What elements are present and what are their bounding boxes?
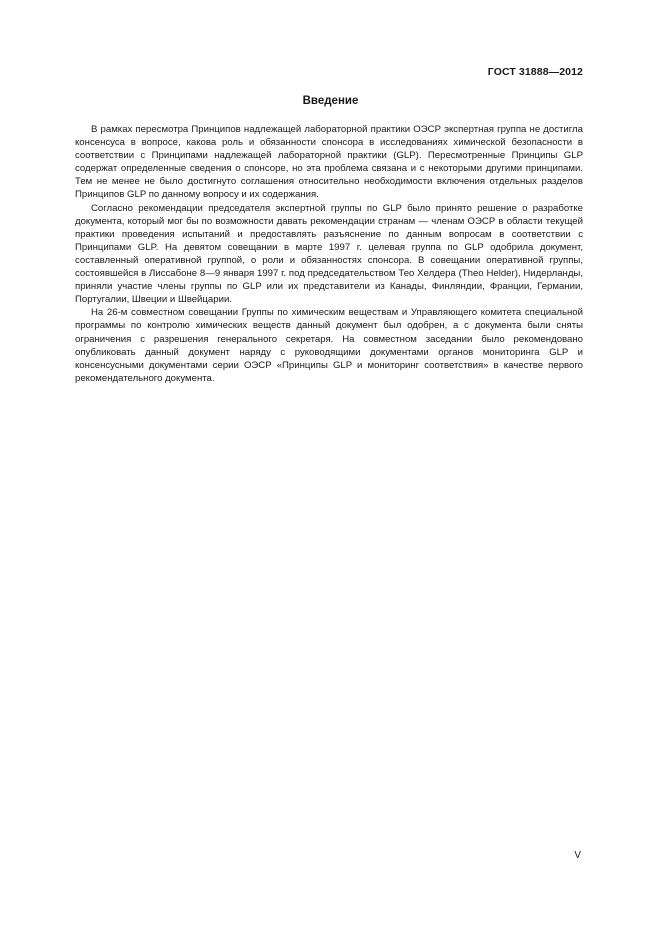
section-title: Введение <box>302 95 359 107</box>
paragraph-1: В рамках пересмотра Принципов надлежащей лабораторной практики ОЭСР экспертная группа не достигла консенсуса в вопросе, какова роль и обязанности спонсора в исследованиях химической безопасности в соответствии с Принципами надлежащей лабораторной практики (GLP). Пересмотренные Принципы GLP содержат определенные сведения о спонсоре, но эта проблема связана и с некоторыми другими принципами. Тем не менее не было достигнуто соглашения относительно необходимости включения отдельных разделов Принципов GLP по данному вопросу и их содержания. <box>75 124 583 201</box>
page-number: V <box>574 850 581 861</box>
paragraph-2: Согласно рекомендации председателя экспертной группы по GLP было принято решение о разработке документа, который мог бы по возможности давать рекомендации странам — членам ОЭСР в области текущей практики проведения испытаний и предоставлять разъяснение по данным вопросам в соответствии с Принципами GLP. На девятом совещании в марте 1997 г. целевая группа по GLP одобрила документ, составленный оперативной группой, о роли и обязанностях спонсора. В совещании оперативной группы, состоявшейся в Лиссабоне 8—9 января 1997 г. под председательством Тео Хелдера (Theo Helder), Нидерланды, приняли участие члены группы по GLP или их представители из Канады, Финляндии, Франции, Германии, Португалии, Швеции и Швейцарии. <box>75 202 583 306</box>
paragraph-3: На 26-м совместном совещании Группы по химическим веществам и Управляющего комитета специальной программы по контролю химических веществ данный документ был одобрен, а с документа были сняты ограничения с разрешения генерального секретаря. На совместном заседании было рекомендовано опубликовать данный документ наряду с руководящими документами органов мониторинга GLP и консенсусными документами серии ОЭСР «Принципы GLP и мониторинг соответствия» в качестве первого рекомендательного документа. <box>75 307 583 384</box>
body-text <box>75 123 583 385</box>
document-standard-code: ГОСТ 31888—2012 <box>487 66 583 78</box>
